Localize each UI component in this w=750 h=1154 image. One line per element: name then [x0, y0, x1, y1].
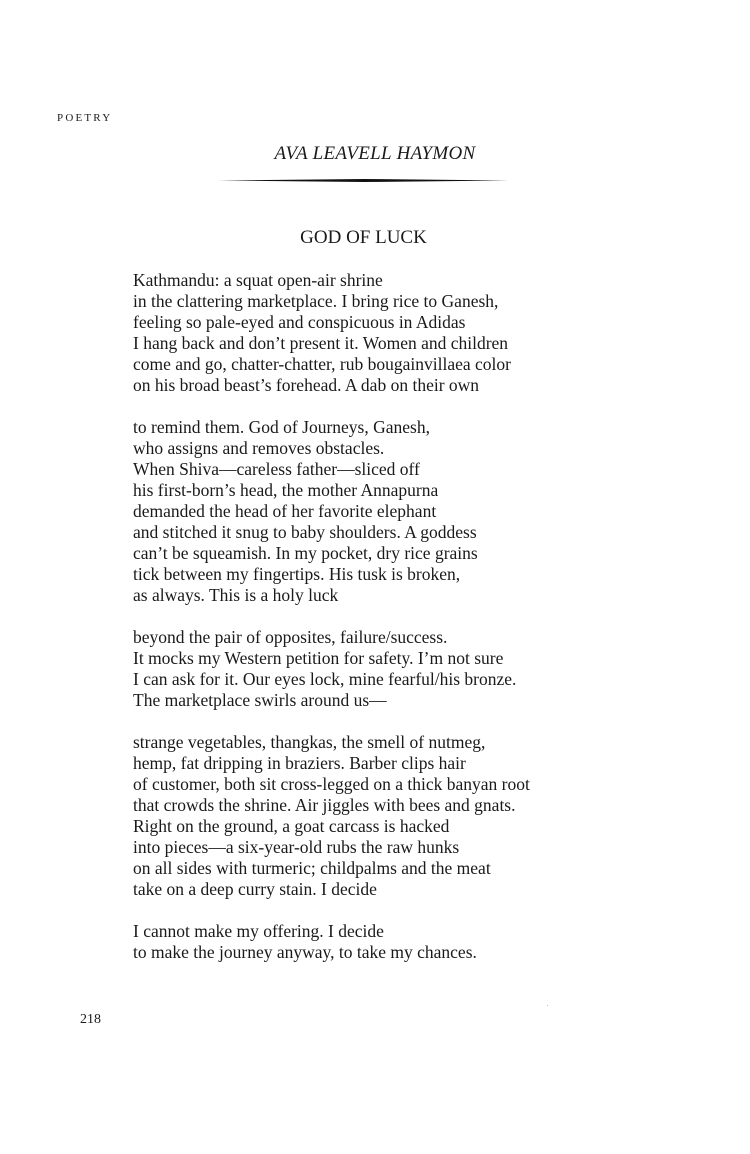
poem-line: who assigns and removes obstacles. — [133, 438, 385, 458]
poem-line: in the clattering marketplace. I bring rice to Ganesh, — [133, 291, 499, 311]
poem-line: Right on the ground, a goat carcass is hacked — [133, 816, 450, 836]
page-number: 218 — [80, 1012, 101, 1027]
poem-line: I cannot make my offering. I decide — [133, 921, 384, 941]
stanza — [133, 921, 613, 963]
poem-line: to remind them. God of Journeys, Ganesh, — [133, 417, 430, 437]
poem-line: I hang back and don’t present it. Women and children — [133, 333, 509, 353]
print-speck — [547, 1005, 548, 1006]
poem-line: The marketplace swirls around us— — [133, 690, 387, 710]
poem-line: on his broad beast’s forehead. A dab on their own — [133, 375, 480, 395]
poem-line: I can ask for it. Our eyes lock, mine fearful/his bronze. — [133, 669, 517, 689]
poem-line: Kathmandu: a squat open-air shrine — [133, 270, 383, 290]
poem-line: to make the journey anyway, to take my chances. — [133, 942, 477, 962]
poem-line: and stitched it snug to baby shoulders. A goddess — [133, 522, 477, 542]
poem-line: strange vegetables, thangkas, the smell of nutmeg, — [133, 732, 486, 752]
stanza — [133, 732, 613, 900]
author-name: AVA LEAVELL HAYMON — [274, 143, 476, 164]
poem-line: demanded the head of her favorite elephant — [133, 501, 437, 521]
poem-line: into pieces—a six-year-old rubs the raw hunks — [133, 837, 460, 857]
running-head: POETRY — [57, 112, 113, 124]
poem-line: of customer, both sit cross-legged on a thick banyan root — [133, 774, 530, 794]
poem-line: beyond the pair of opposites, failure/success. — [133, 627, 448, 647]
ornamental-rule — [218, 179, 510, 182]
poem-line: come and go, chatter-chatter, rub bougainvillaea color — [133, 354, 511, 374]
stanza — [133, 417, 613, 606]
poem-title: GOD OF LUCK — [300, 227, 427, 248]
stanza — [133, 627, 613, 711]
poem-line: take on a deep curry stain. I decide — [133, 879, 377, 899]
poem-line: his first-born’s head, the mother Annapurna — [133, 480, 439, 500]
poem-line: that crowds the shrine. Air jiggles with bees and gnats. — [133, 795, 516, 815]
poem-line: It mocks my Western petition for safety. I’m not sure — [133, 648, 504, 668]
poem-line: feeling so pale-eyed and conspicuous in Adidas — [133, 312, 466, 332]
poem-line: can’t be squeamish. In my pocket, dry rice grains — [133, 543, 478, 563]
poem-body — [133, 270, 613, 984]
poem-line: hemp, fat dripping in braziers. Barber clips hair — [133, 753, 466, 773]
poem-line: on all sides with turmeric; childpalms and the meat — [133, 858, 491, 878]
stanza — [133, 270, 613, 396]
poem-line: tick between my fingertips. His tusk is broken, — [133, 564, 461, 584]
poem-line: as always. This is a holy luck — [133, 585, 339, 605]
poem-line: When Shiva—careless father—sliced off — [133, 459, 420, 479]
